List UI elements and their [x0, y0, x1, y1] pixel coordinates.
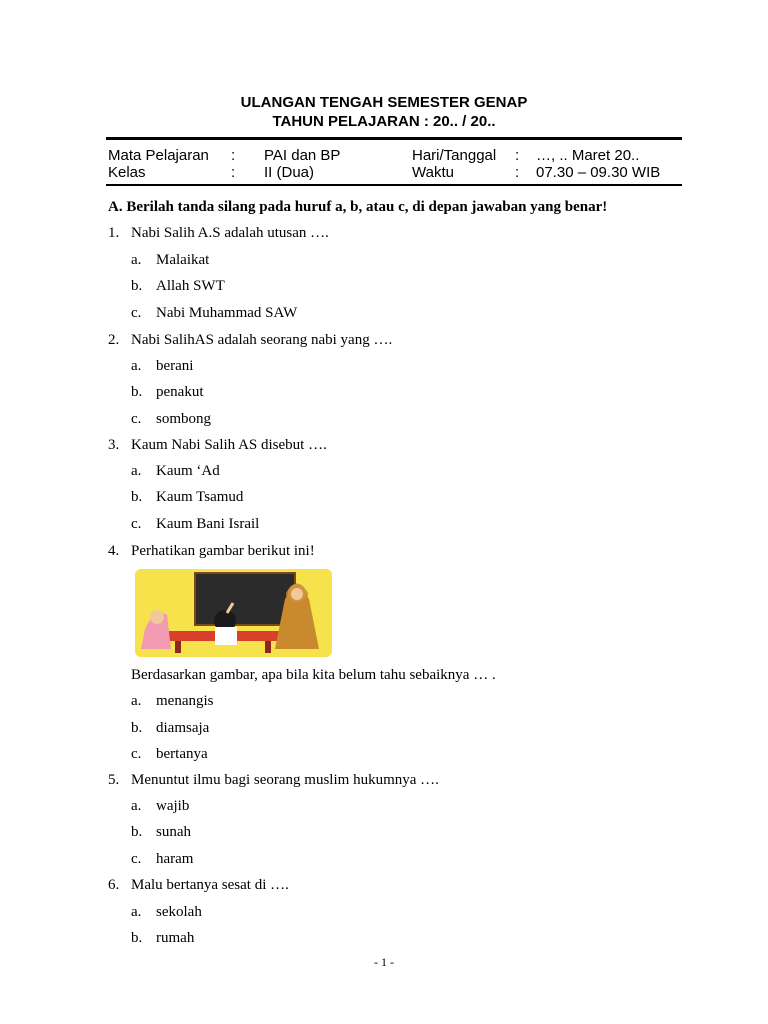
- day-date-label: Hari/Tanggal: [412, 147, 497, 164]
- header-bottom-rule: [106, 184, 682, 186]
- option-letter[interactable]: a.: [131, 904, 142, 920]
- subject-value: PAI dan BP: [264, 147, 341, 164]
- option-letter[interactable]: c.: [131, 746, 142, 762]
- option-letter[interactable]: b.: [131, 384, 143, 400]
- option-letter[interactable]: b.: [131, 278, 143, 294]
- header-top-rule: [106, 137, 682, 140]
- question-number: 6.: [108, 877, 120, 893]
- option-text: wajib: [156, 798, 190, 814]
- class-value: II (Dua): [264, 164, 315, 181]
- day-date-value: …, .. Maret 20..: [536, 147, 640, 164]
- question-number: 2.: [108, 332, 120, 348]
- option-letter[interactable]: b.: [131, 824, 143, 840]
- option-letter[interactable]: a.: [131, 798, 142, 814]
- option-letter[interactable]: c.: [131, 851, 142, 867]
- day-date-colon: :: [515, 147, 520, 164]
- option-text: diamsaja: [156, 720, 210, 736]
- question-text: Menuntut ilmu bagi seorang muslim hukumnya ….: [131, 772, 439, 788]
- question-text: Kaum Nabi Salih AS disebut ….: [131, 437, 327, 453]
- option-letter[interactable]: c.: [131, 516, 142, 532]
- subject-colon: :: [231, 147, 236, 164]
- option-letter[interactable]: c.: [131, 411, 142, 427]
- option-text: Malaikat: [156, 252, 210, 268]
- option-text: sunah: [156, 824, 191, 840]
- option-letter[interactable]: b.: [131, 489, 143, 505]
- option-text: menangis: [156, 693, 214, 709]
- option-text: Kaum Tsamud: [156, 489, 244, 505]
- option-text: berani: [156, 358, 194, 374]
- question-text: Malu bertanya sesat di ….: [131, 877, 289, 893]
- question-text: Perhatikan gambar berikut ini!: [131, 543, 315, 559]
- question-number: 3.: [108, 437, 120, 453]
- question-text: Berdasarkan gambar, apa bila kita belum tahu sebaiknya … .: [131, 667, 496, 683]
- page-number: - 1 -: [374, 955, 394, 969]
- option-text: sombong: [156, 411, 212, 427]
- option-text: Kaum ‘Ad: [156, 463, 220, 479]
- academic-year-title: TAHUN PELAJARAN : 20.. / 20..: [272, 113, 496, 130]
- time-label: Waktu: [412, 164, 454, 181]
- option-letter[interactable]: a.: [131, 463, 142, 479]
- subject-label: Mata Pelajaran: [108, 147, 209, 164]
- option-text: Allah SWT: [156, 278, 225, 294]
- option-letter[interactable]: a.: [131, 693, 142, 709]
- option-letter[interactable]: c.: [131, 305, 142, 321]
- option-text: penakut: [156, 384, 204, 400]
- option-text: rumah: [156, 930, 195, 946]
- option-letter[interactable]: b.: [131, 930, 143, 946]
- option-letter[interactable]: a.: [131, 358, 142, 374]
- question-text: Nabi Salih A.S adalah utusan ….: [131, 225, 329, 241]
- option-text: sekolah: [156, 904, 202, 920]
- question-text: Nabi SalihAS adalah seorang nabi yang ….: [131, 332, 393, 348]
- option-text: bertanya: [156, 746, 208, 762]
- option-text: Nabi Muhammad SAW: [156, 305, 298, 321]
- class-label: Kelas: [108, 164, 146, 181]
- option-letter[interactable]: a.: [131, 252, 142, 268]
- option-letter[interactable]: b.: [131, 720, 143, 736]
- section-a-instruction: A. Berilah tanda silang pada huruf a, b, atau c, di depan jawaban yang benar!: [108, 199, 608, 215]
- question-number: 5.: [108, 772, 120, 788]
- time-colon: :: [515, 164, 520, 181]
- question-number: 1.: [108, 225, 120, 241]
- option-text: haram: [156, 851, 194, 867]
- time-value: 07.30 – 09.30 WIB: [536, 164, 661, 181]
- option-text: Kaum Bani Israil: [156, 516, 260, 532]
- class-colon: :: [231, 164, 236, 181]
- question-number: 4.: [108, 543, 120, 559]
- exam-title: ULANGAN TENGAH SEMESTER GENAP: [240, 94, 528, 111]
- classroom-illustration: [135, 569, 332, 657]
